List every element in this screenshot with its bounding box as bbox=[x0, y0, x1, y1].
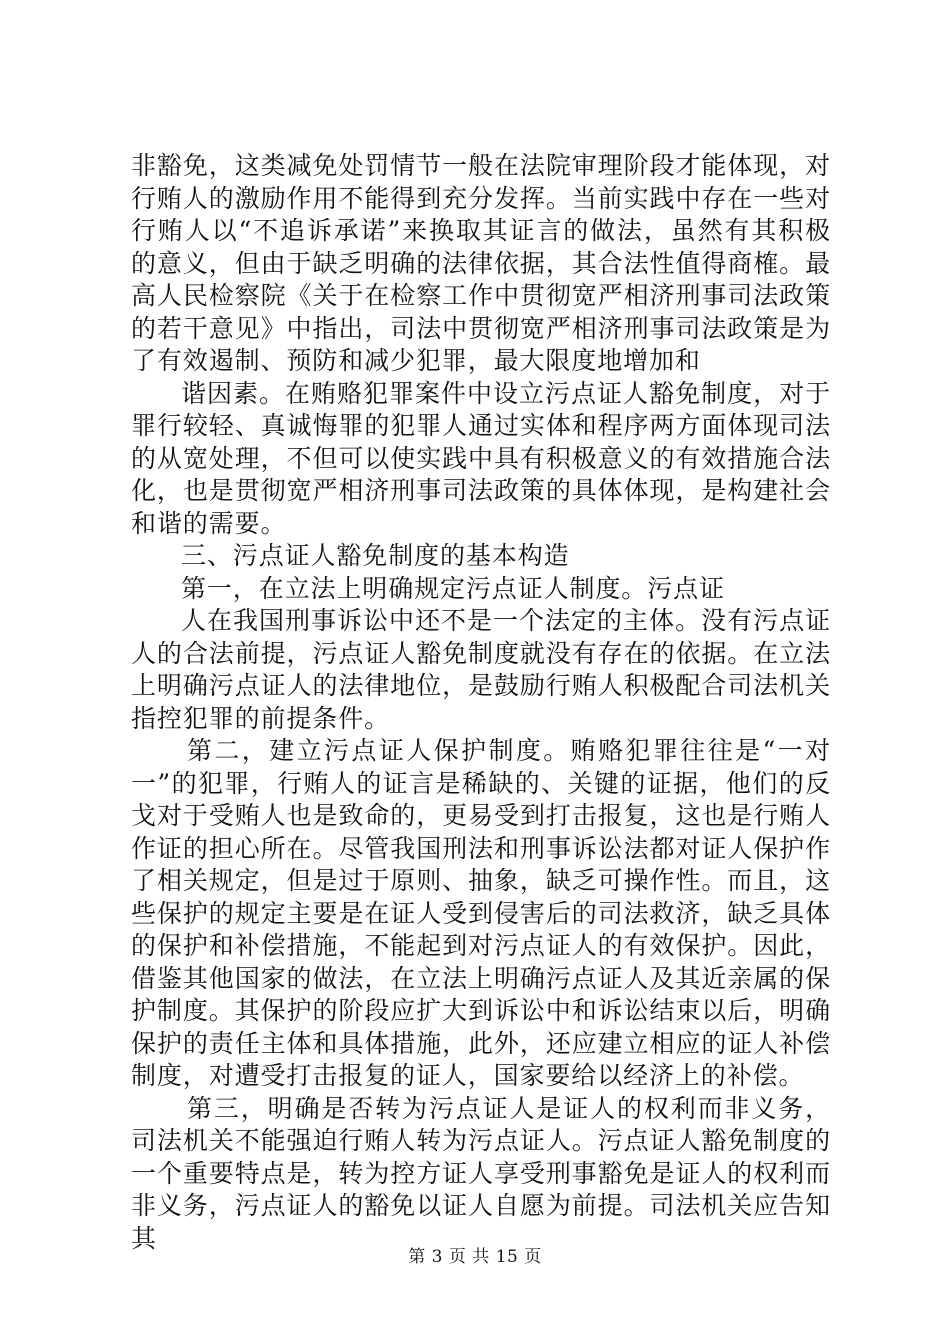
document-body bbox=[131, 150, 831, 1255]
paragraph-6: 第三，明确是否转为污点证人是证人的权利而非义务，司法机关不能强迫行贿人转为污点证人。污点证人豁免制度的一个重要特点是，转为控方证人享受刑事豁免是证人的权利而非义务，污点证人的豁免以证人自愿为前提。司法机关应告知其 bbox=[131, 1093, 831, 1253]
paragraph-5: 第二，建立污点证人保护制度。贿赂犯罪往往是“一对一”的犯罪，行贿人的证言是稀缺的、关键的证据，他们的反戈对于受贿人也是致命的，更易受到打击报复，这也是行贿人作证的担心所在。尽管我国刑法和刑事诉讼法都对证人保护作了相关规定，但是过于原则、抽象，缺乏可操作性。而且，这些保护的规定主要是在证人受到侵害后的司法救济，缺乏具体的保护和补偿措施，不能起到对污点证人的有效保护。因此，借鉴其他国家的做法，在立法上明确污点证人及其近亲属的保护制度。其保护的阶段应扩大到诉讼中和诉讼结束以后，明确保护的责任主体和具体措施，此外，还应建立相应的证人补偿制度，对遭受打击报复的证人，国家要给以经济上的补偿。 bbox=[131, 736, 831, 1090]
paragraph-4: 人在我国刑事诉讼中还不是一个法定的主体。没有污点证人的合法前提，污点证人豁免制度就没有存在的依据。在立法上明确污点证人的法律地位，是鼓励行贿人积极配合司法机关指控犯罪的前提条件。 bbox=[131, 606, 831, 733]
paragraph-2: 谐因素。在贿赂犯罪案件中设立污点证人豁免制度，对于罪行较轻、真诚悔罪的犯罪人通过实体和程序两方面体现司法的从宽处理，不但可以使实践中具有积极意义的有效措施合法化，也是贯彻宽严相济刑事司法政策的具体体现，是构建社会和谐的需要。 bbox=[131, 378, 831, 538]
paragraph-3: 第一，在立法上明确规定污点证人制度。污点证 bbox=[181, 573, 725, 603]
page-number-footer: 第 3 页 共 15 页 bbox=[408, 1247, 542, 1267]
paragraph-1: 非豁免，这类减免处罚情节一般在法院审理阶段才能体现，对行贿人的激励作用不能得到充分发挥。当前实践中存在一些对行贿人以“不追诉承诺”来换取其证言的做法，虽然有其积极的意义，但由于缺乏明确的法律依据，其合法性值得商榷。最高人民检察院《关于在检察工作中贯彻宽严相济刑事司法政策的若干意见》中指出，司法中贯彻宽严相济刑事司法政策是为了有效遏制、预防和减少犯罪，最大限度地增加和 bbox=[131, 151, 831, 375]
section-heading: 三、污点证人豁免制度的基本构造 bbox=[181, 541, 570, 570]
